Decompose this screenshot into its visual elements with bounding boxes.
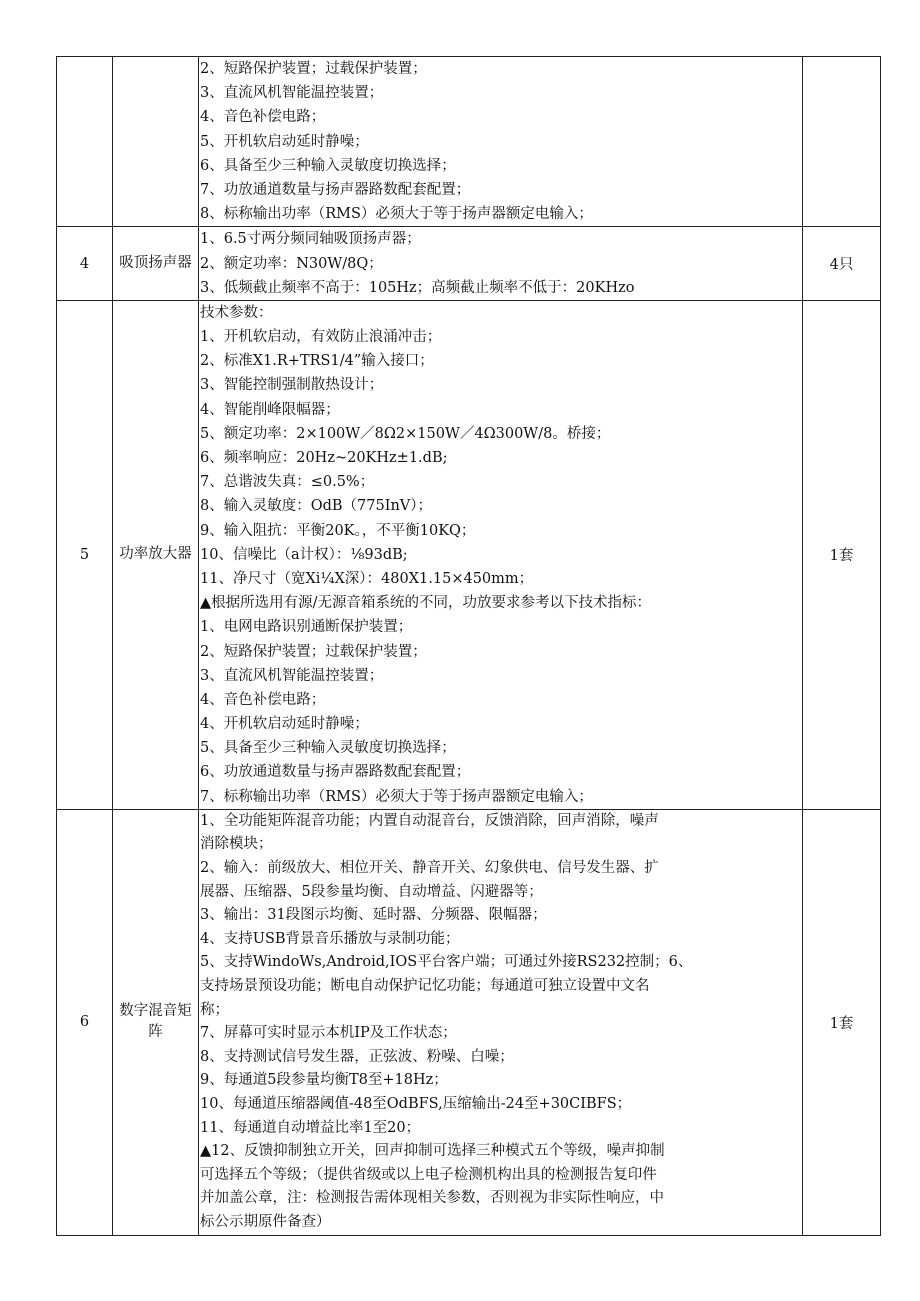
item-name: 数字混音矩阵 xyxy=(113,809,199,1235)
spec-line: 7、屏幕可实时显示本机IP及工作状态； xyxy=(200,1025,457,1042)
spec-line: 技术参数： xyxy=(200,304,273,321)
spec-line: 3、低频截止频率不高于：105Hz；高频截止频率不低于：20KHzo xyxy=(200,279,635,296)
spec-line: 3、直流风机智能温控装置； xyxy=(200,85,384,102)
spec-line: 10、每通道压缩器阈值-48至OdBFS,压缩输出-24至+30CIBFS； xyxy=(200,1095,632,1112)
spec-line: 支持场景预设功能；断电自动保护记忆功能；每通道可独立设置中文名 xyxy=(200,977,650,994)
spec-line: 4、支持USB背景音乐播放与录制功能； xyxy=(200,930,460,947)
spec-line: 消除模块； xyxy=(200,836,273,853)
table-row xyxy=(57,57,881,227)
spec-line: 9、每通道5段参量均衡T8至+18Hz； xyxy=(200,1072,448,1089)
item-quantity: 1套 xyxy=(803,300,881,809)
spec-line: 可选择五个等级；（提供省级或以上电子检测机构出具的检测报告复印件 xyxy=(200,1166,657,1183)
item-description xyxy=(199,57,803,227)
row-number xyxy=(57,57,113,227)
spec-line: 并加盖公章，注：检测报告需体现相关参数，否则视为非实际性响应，中 xyxy=(200,1190,664,1207)
table-row xyxy=(57,809,881,1235)
spec-line: 展器、压缩器、5段参量均衡、自动增益、闪避器等； xyxy=(200,883,543,900)
spec-line: 2、短路保护装置；过载保护装置； xyxy=(200,61,427,77)
spec-line: 5、额定功率：2×100W／8Ω2×150W／4Ω300W/8。桥接； xyxy=(200,425,611,442)
item-name: 吸顶扬声器 xyxy=(113,227,199,301)
row-number: 6 xyxy=(57,809,113,1235)
spec-line: 1、开机软启动，有效防止浪涌冲击； xyxy=(200,329,442,346)
spec-line: 2、额定功率：N30W/8Q； xyxy=(200,255,383,272)
spec-line: 8、输入灵敏度：OdB（775InV）； xyxy=(200,498,433,515)
spec-line: 6、频率响应：20Hz~20KHz±1.dB; xyxy=(200,450,448,466)
spec-line: 2、输入：前级放大、相位开关、静音开关、幻象供电、信号发生器、扩 xyxy=(200,860,659,876)
spec-line: 6、具备至少三种输入灵敏度切换选择； xyxy=(200,157,456,174)
spec-line: 7、总谐波失真：≤0.5%； xyxy=(200,474,375,491)
spec-line: 5、具备至少三种输入灵敏度切换选择； xyxy=(200,740,456,757)
spec-line: 2、短路保护装置；过载保护装置； xyxy=(200,643,427,660)
spec-line: 4、智能削峰限幅器； xyxy=(200,401,340,418)
spec-line: 7、标称输出功率（RMS）必须大于等于扬声器额定电输入； xyxy=(200,788,593,805)
spec-line: 5、支持WindoWs,Android,IOS平台客户端；可通过外接RS232控制；6、 xyxy=(200,954,693,971)
item-description xyxy=(199,227,803,301)
spec-line: 5、开机软启动延时静噪； xyxy=(200,133,369,150)
spec-line: 4、开机软启动延时静噪； xyxy=(200,716,369,733)
spec-line: 6、功放通道数量与扬声器路数配套配置； xyxy=(200,764,471,781)
spec-line: 11、每通道自动增益比率1至20； xyxy=(200,1119,421,1136)
spec-line: ▲根据所选用有源/无源音箱系统的不同，功放要求参考以下技术指标： xyxy=(200,595,652,612)
item-description xyxy=(199,809,803,1235)
spec-line: 1、全功能矩阵混音功能；内置自动混音台，反馈消除，回声消除，噪声 xyxy=(200,812,659,829)
spec-line: 7、功放通道数量与扬声器路数配套配置； xyxy=(200,181,471,198)
item-description xyxy=(199,300,803,809)
item-quantity xyxy=(803,57,881,227)
spec-line: 11、净尺寸（宽Xi¼X深）：480X1.15×450mm； xyxy=(200,570,534,587)
spec-line: 4、音色补偿电路； xyxy=(200,109,326,126)
spec-line: 1、电网电路识别通断保护装置； xyxy=(200,619,413,636)
spec-line: 称； xyxy=(200,1001,229,1018)
table-row xyxy=(57,227,881,301)
item-name xyxy=(113,57,199,227)
row-number: 5 xyxy=(57,300,113,809)
item-quantity: 4只 xyxy=(803,227,881,301)
spec-line: 2、标准X1.R+TRS1/4”输入接口； xyxy=(200,353,434,370)
spec-line: 8、标称输出功率（RMS）必须大于等于扬声器额定电输入； xyxy=(200,206,593,223)
spec-line: 9、输入阻抗：平衡20K。，不平衡10KQ； xyxy=(200,522,476,539)
spec-line: 3、直流风机智能温控装置； xyxy=(200,667,384,684)
spec-line: 4、音色补偿电路； xyxy=(200,691,326,708)
item-name: 功率放大器 xyxy=(113,300,199,809)
table-row xyxy=(57,300,881,809)
spec-line: 1、6.5寸两分频同轴吸顶扬声器； xyxy=(200,231,421,248)
spec-line: 标公示期原件备查） xyxy=(200,1213,331,1230)
spec-line: 3、输出：31段图示均衡、延时器、分频器、限幅器； xyxy=(200,907,547,924)
equipment-spec-table xyxy=(56,56,881,1236)
item-quantity: 1套 xyxy=(803,809,881,1235)
spec-line: 3、智能控制强制散热设计； xyxy=(200,377,384,394)
spec-line: 10、信噪比（a计权）：⅛93dB; xyxy=(200,546,408,563)
row-number: 4 xyxy=(57,227,113,301)
spec-line: ▲12、反馈抑制独立开关，回声抑制可选择三种模式五个等级，噪声抑制 xyxy=(200,1143,665,1160)
spec-line: 8、支持测试信号发生器，正弦波、粉噪、白噪； xyxy=(200,1048,514,1065)
